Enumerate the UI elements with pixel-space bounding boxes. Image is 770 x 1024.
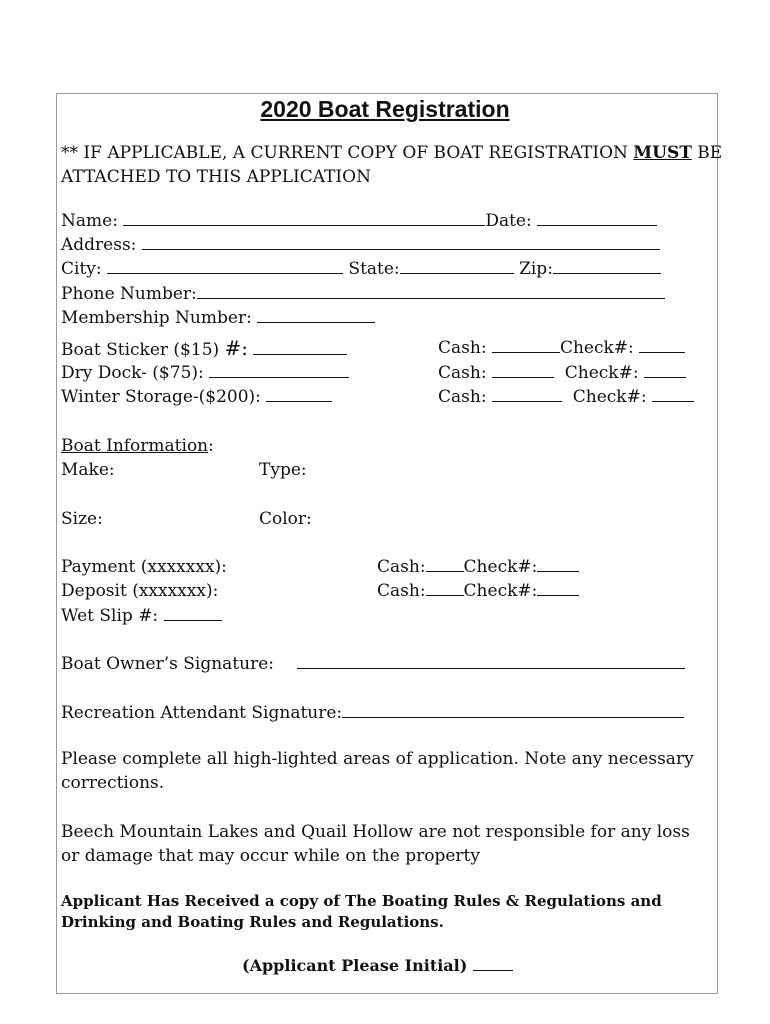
deposit-label: Deposit (xxxxxxx): [61, 581, 219, 601]
address-label: Address: [61, 235, 137, 255]
acknowledgement-paragraph: Applicant Has Received a copy of The Boating Rules & Regulations and Drinking and Boating Rules and Regulations. [61, 892, 662, 931]
dry-dock-cash-field[interactable] [492, 362, 554, 378]
city-field[interactable] [107, 258, 343, 274]
payment-label: Payment (xxxxxxx): [61, 557, 227, 577]
deposit-cash-label: Cash: [377, 581, 426, 601]
dry-dock-cash-label: Cash: [438, 363, 487, 383]
boat-info-heading-text: Boat Information [61, 436, 209, 456]
dry-dock-row [61, 362, 639, 384]
payment-check-field[interactable] [537, 556, 579, 572]
winter-storage-payment [438, 386, 694, 408]
dry-dock-check-label: Check#: [564, 363, 639, 383]
payment-check-label: Check#: [463, 557, 538, 577]
state-field[interactable] [400, 258, 514, 274]
owner-signature-row [61, 653, 685, 675]
phone-field[interactable] [197, 283, 665, 299]
payment-cash-label: Cash: [377, 557, 426, 577]
date-label: Date: [485, 211, 532, 231]
wet-slip-label: Wet Slip #: [61, 606, 159, 626]
initial-row [242, 955, 513, 977]
form-title: 2020 Boat Registration [260, 96, 510, 122]
address-field[interactable] [142, 234, 660, 250]
state-label: State: [348, 259, 400, 279]
registration-notice-line-1 [61, 142, 722, 164]
boat-info-heading [61, 435, 214, 457]
deposit-check-label: Check#: [463, 581, 538, 601]
winter-cash-label: Cash: [438, 387, 487, 407]
membership-label: Membership Number: [61, 308, 252, 328]
size-color-row [61, 508, 312, 530]
size-label: Size: [61, 509, 103, 529]
wet-slip-field[interactable] [164, 605, 222, 621]
boat-sticker-label: Boat Sticker ($15) [61, 340, 220, 360]
name-field[interactable] [123, 210, 485, 226]
instructions-paragraph: Please complete all high-lighted areas of application. Note any necessary corrections. [61, 749, 694, 793]
wet-slip-row [61, 605, 222, 627]
address-row [61, 234, 660, 256]
attendant-signature-field[interactable] [342, 702, 684, 718]
sticker-cash-field[interactable] [492, 337, 560, 353]
zip-field[interactable] [553, 258, 661, 274]
city-row [61, 258, 661, 280]
dry-dock-check-field[interactable] [644, 362, 686, 378]
payment-row [61, 556, 538, 578]
payment-cash-field[interactable] [426, 556, 464, 572]
phone-label: Phone Number: [61, 284, 197, 304]
make-type-row [61, 459, 307, 481]
color-label: Color: [259, 509, 312, 529]
boat-info-heading-colon: : [208, 436, 214, 456]
winter-storage-field[interactable] [266, 386, 332, 402]
deposit-methods [377, 580, 579, 602]
sticker-payment [438, 337, 685, 359]
winter-storage-label: Winter Storage-($200): [61, 387, 261, 407]
notice-text-1: ** IF APPLICABLE, A CURRENT COPY OF BOAT REGISTRATION [61, 143, 634, 163]
name-row [61, 210, 657, 232]
attendant-signature-label: Recreation Attendant Signature: [61, 703, 343, 723]
winter-cash-field[interactable] [492, 386, 562, 402]
type-label: Type: [259, 460, 307, 480]
deposit-cash-field[interactable] [426, 580, 464, 596]
membership-field[interactable] [257, 307, 375, 323]
deposit-row [61, 580, 538, 602]
sticker-cash-label: Cash: [438, 338, 487, 358]
date-field[interactable] [537, 210, 657, 226]
sticker-number-field[interactable] [253, 339, 347, 355]
dry-dock-payment [438, 362, 686, 384]
initial-label: (Applicant Please Initial) [242, 956, 468, 975]
make-label: Make: [61, 460, 115, 480]
sticker-number-label: #: [224, 336, 249, 360]
phone-row [61, 283, 665, 305]
deposit-check-field[interactable] [537, 580, 579, 596]
sticker-check-field[interactable] [639, 337, 685, 353]
disclaimer-paragraph: Beech Mountain Lakes and Quail Hollow are not responsible for any loss or damage that may occur while on the property [61, 822, 690, 866]
winter-check-label: Check#: [572, 387, 647, 407]
notice-text-2: BE [691, 143, 723, 163]
registration-notice-line-2: ATTACHED TO THIS APPLICATION [61, 167, 371, 187]
initial-field[interactable] [473, 955, 513, 971]
owner-signature-field[interactable] [297, 653, 685, 669]
city-label: City: [61, 259, 102, 279]
dry-dock-label: Dry Dock- ($75): [61, 363, 204, 383]
payment-methods [377, 556, 579, 578]
name-label: Name: [61, 211, 118, 231]
attendant-signature-row [61, 702, 684, 724]
zip-label: Zip: [519, 259, 553, 279]
owner-signature-label: Boat Owner’s Signature: [61, 654, 274, 674]
boat-sticker-row [61, 336, 634, 361]
dry-dock-field[interactable] [209, 362, 349, 378]
notice-must: MUST [633, 143, 692, 163]
sticker-check-label: Check#: [559, 338, 634, 358]
winter-check-field[interactable] [652, 386, 694, 402]
membership-row [61, 307, 375, 329]
winter-storage-row [61, 386, 647, 408]
